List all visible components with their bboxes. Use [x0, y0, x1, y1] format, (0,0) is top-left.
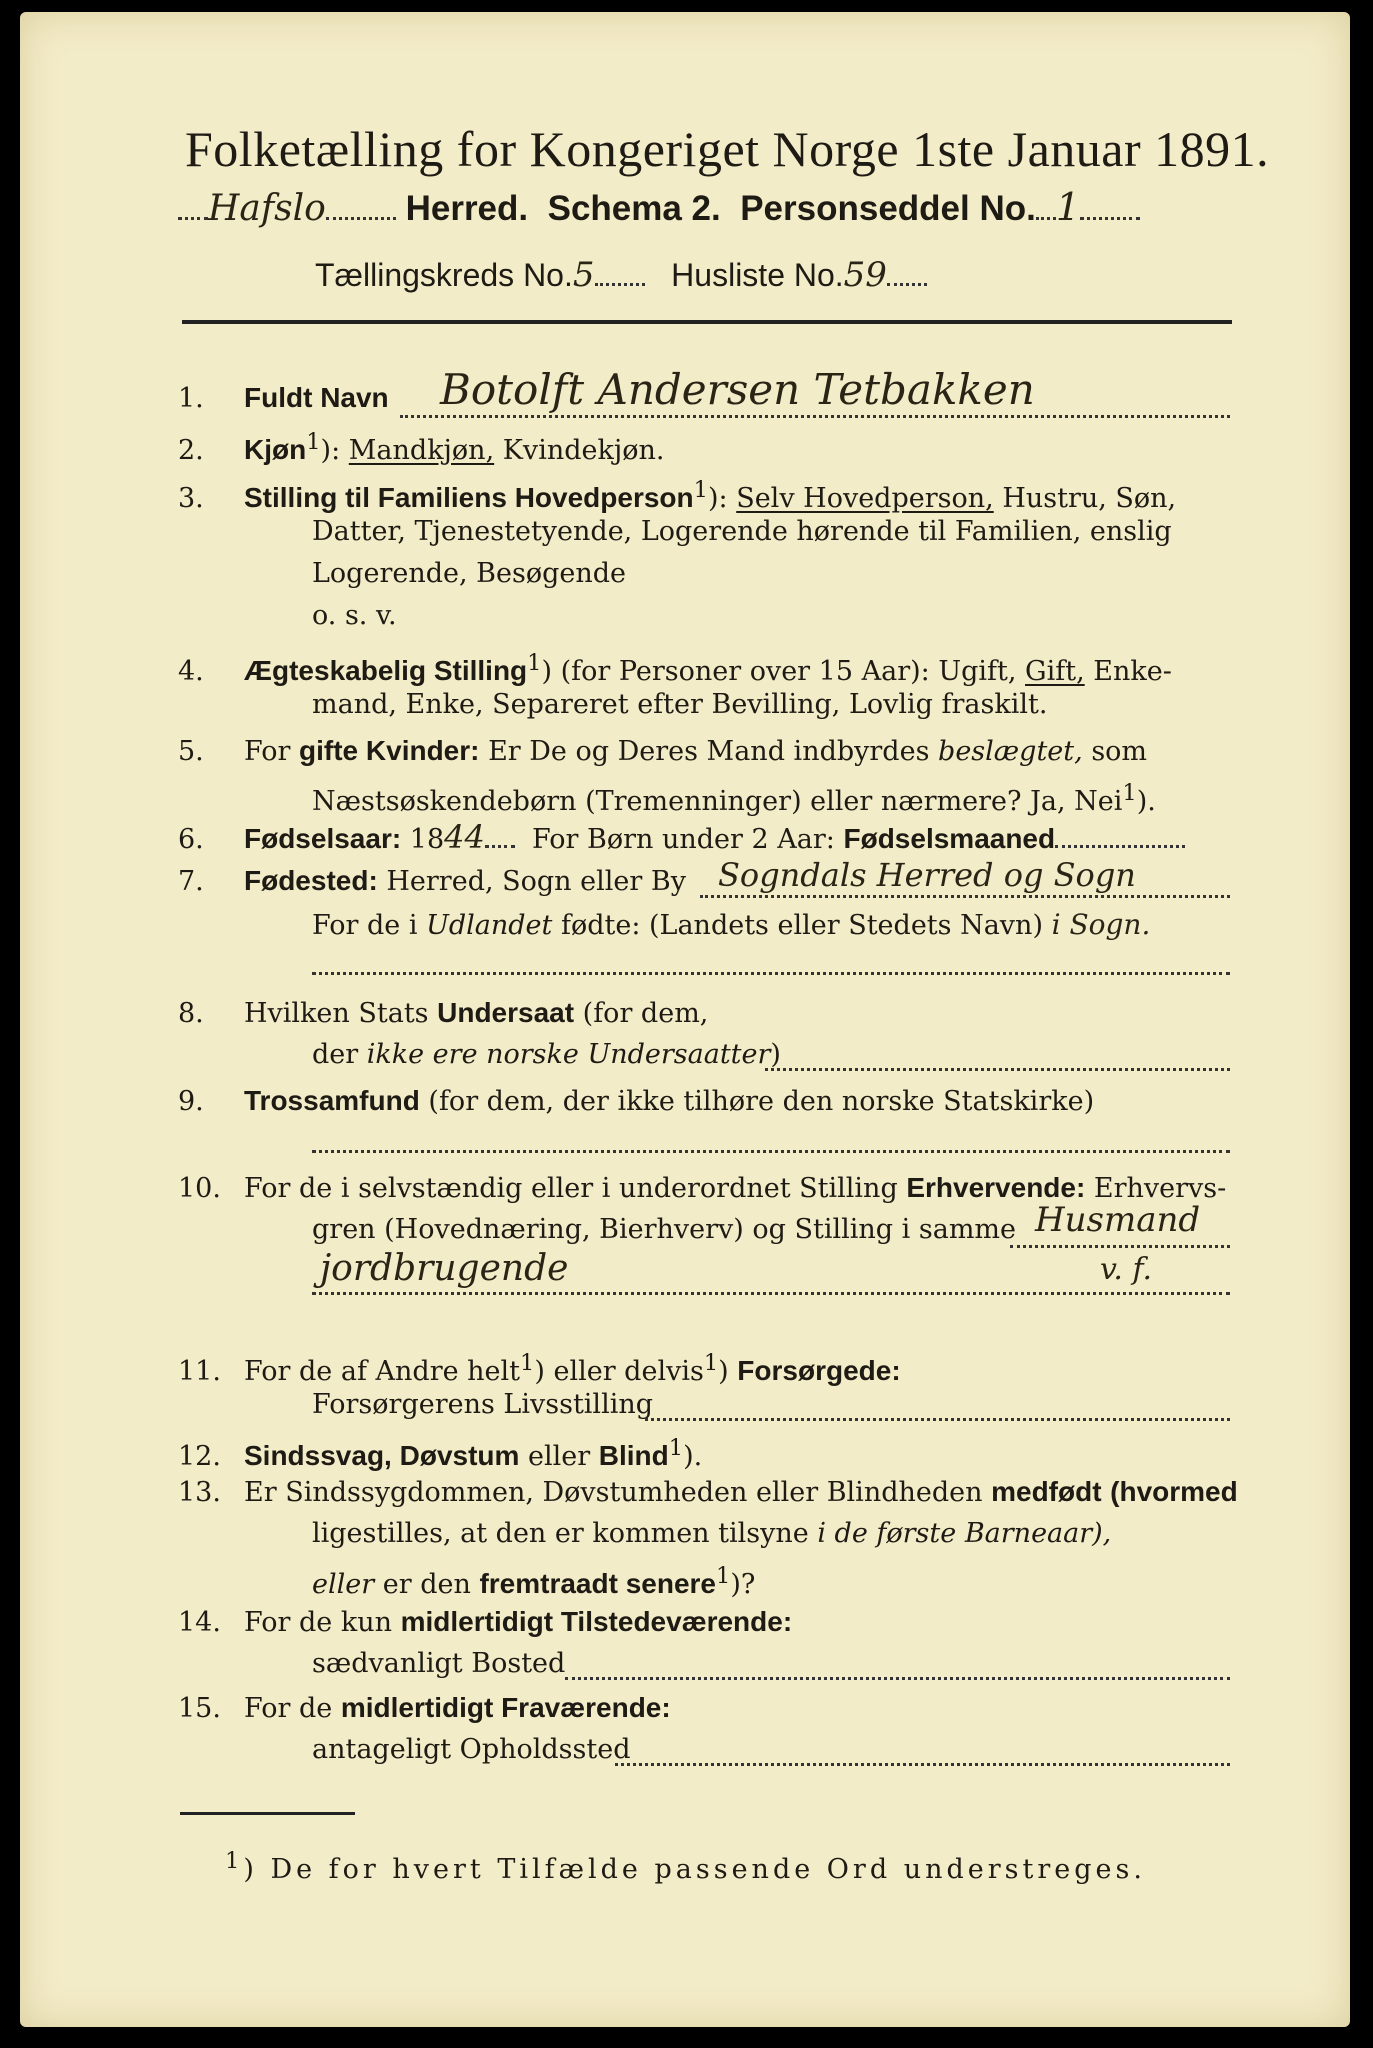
field-2-num: 2.	[178, 435, 204, 466]
field-9-label: Trossamfund	[244, 1085, 420, 1116]
field-7-rest: Herred, Sogn eller By	[386, 866, 686, 897]
field-10-pre: For de i selvstændig eller i underordnet Stilling	[244, 1173, 898, 1204]
field-8-line2-italic: ikke ere norske Undersaatter	[366, 1039, 771, 1070]
field-15-line2: antageligt Opholdssted	[312, 1734, 631, 1765]
field-1-label: Fuldt Navn	[244, 382, 389, 413]
field-11-num: 11.	[178, 1356, 221, 1387]
field-15-num: 15.	[178, 1693, 221, 1724]
field-13	[178, 1472, 1238, 1513]
field-3-line4: o. s. v.	[312, 600, 397, 631]
field-12-sup: 1	[668, 1435, 684, 1461]
field-10-fill-line1	[1010, 1245, 1230, 1248]
field-5-line2	[312, 773, 1156, 822]
field-14-fill-line	[565, 1677, 1230, 1680]
personseddel-value: 1	[1055, 185, 1081, 229]
field-14-num: 14.	[178, 1607, 221, 1638]
field-4-label: Ægteskabelig Stilling	[244, 655, 528, 686]
kreds-value: 5	[572, 255, 595, 295]
field-5-line2-text: Næstsøskendebørn (Tremenninger) eller nærmere? Ja, Nei	[312, 786, 1123, 817]
field-6-num: 6.	[178, 824, 204, 855]
field-15	[178, 1688, 671, 1729]
field-13-line3-italic: eller	[312, 1569, 375, 1600]
field-13-line3	[312, 1556, 755, 1605]
field-5-italic: beslægtet,	[938, 736, 1083, 767]
husliste-label: Husliste No.	[671, 257, 844, 293]
kreds-label: Tællingskreds No.	[315, 257, 573, 293]
field-6-label: Fødselsaar:	[244, 823, 402, 854]
field-3-rest: Hustru, Søn,	[1002, 483, 1177, 514]
field-3-line3: Logerende, Besøgende	[312, 558, 626, 589]
field-7-line2-pre: For de i	[312, 910, 418, 941]
field-14-pre: For de kun	[244, 1607, 392, 1638]
field-13-line3-bold: fremtraadt senere	[479, 1568, 717, 1599]
field-10-label: Erhvervende:	[906, 1172, 1086, 1203]
field-3-line2: Datter, Tjenestetyende, Logerende hørende til Familien, enslig	[312, 516, 1172, 547]
field-5-num: 5.	[178, 736, 204, 767]
field-15-label: midlertidigt Fraværende:	[340, 1692, 671, 1723]
field-10-rest: Erhvervs-	[1093, 1173, 1227, 1204]
field-7-line2-rest: fødte: (Landets eller Stedets Navn)	[560, 910, 1043, 941]
field-4-num: 4.	[178, 656, 204, 687]
field-7-label: Fødested:	[244, 865, 378, 896]
field-12-mid: eller	[528, 1441, 591, 1472]
husliste-value: 59	[843, 255, 887, 295]
field-2	[178, 422, 664, 471]
field-2-option-male: Mandkjøn,	[348, 435, 495, 466]
field-13-line2-pre: ligestilles, at den er kommen tilsyne	[312, 1518, 809, 1549]
field-5-label: gifte Kvinder:	[299, 735, 480, 766]
field-10-value1: Husmand	[1035, 1200, 1201, 1240]
field-12-end: ).	[683, 1441, 703, 1472]
field-9-rest: (for dem, der ikke tilhøre den norske Statskirke)	[428, 1086, 1095, 1117]
footnote	[225, 1848, 1146, 1885]
field-2-label: Kjøn	[244, 434, 307, 465]
field-13-line3-mid: er den	[382, 1569, 471, 1600]
field-15-pre: For de	[244, 1693, 333, 1724]
field-14-label: midlertidigt Tilstedeværende:	[400, 1606, 793, 1637]
field-5-end: ).	[1136, 786, 1156, 817]
field-7-line2-value: i Sogn.	[1051, 908, 1151, 941]
field-8-num: 8.	[178, 998, 204, 1029]
field-12-num: 12.	[178, 1441, 221, 1472]
field-11-label: Forsørgede:	[737, 1355, 901, 1386]
field-13-line2	[312, 1514, 1111, 1554]
field-5-rest1: Er De og Deres Mand indbyrdes	[488, 736, 930, 767]
field-4-rest: ) (for Personer over 15 Aar): Ugift,	[541, 656, 1017, 687]
field-11-sup: 1	[520, 1350, 535, 1376]
field-14	[178, 1602, 792, 1643]
field-9-fill-line	[312, 1150, 1230, 1153]
field-11-pre: For de af Andre helt	[244, 1356, 521, 1387]
field-5-sup: 1	[1122, 780, 1137, 806]
field-11-mid: ) eller delvis	[534, 1356, 704, 1387]
field-13-rest: (hvormed	[1110, 1476, 1238, 1507]
field-13-num: 13.	[178, 1477, 221, 1508]
field-3-num: 3.	[178, 483, 204, 514]
field-3-sup: 1	[693, 477, 708, 503]
field-10-value2: jordbrugende	[320, 1248, 569, 1289]
field-4-rest2: Enke-	[1093, 656, 1172, 687]
form-header-line	[178, 185, 1140, 229]
field-5-rest2: som	[1091, 736, 1148, 767]
field-11-fill-line	[645, 1418, 1230, 1421]
field-8-line2-pre: der	[312, 1039, 359, 1070]
field-7-line2-italic: Udlandet	[426, 910, 553, 941]
field-6-value: 44	[444, 818, 485, 856]
field-13-line2-italic: i de første Barneaar),	[817, 1518, 1112, 1549]
field-3-sep: ):	[707, 483, 728, 514]
field-11-sup2: 1	[703, 1350, 719, 1376]
field-13-label: medfødt	[991, 1476, 1102, 1507]
field-13-line3-end: )?	[730, 1569, 756, 1600]
field-8	[178, 993, 708, 1034]
field-14-line2: sædvanligt Bosted	[312, 1648, 566, 1679]
field-4-option-gift: Gift,	[1025, 656, 1085, 687]
field-4-sup: 1	[527, 650, 542, 676]
field-9-num: 9.	[178, 1086, 204, 1117]
field-7-num: 7.	[178, 866, 204, 897]
field-8-line2-end: )	[770, 1039, 781, 1070]
field-6	[178, 817, 1185, 860]
personseddel-label: Personseddel No.	[740, 189, 1036, 228]
field-10-fill-line2	[312, 1292, 1230, 1295]
field-12-label2: Blind	[598, 1440, 669, 1471]
field-1-fill-line	[400, 415, 1230, 418]
field-10-value3: v. f.	[1100, 1252, 1153, 1287]
field-5-pre: For	[244, 736, 291, 767]
field-6-mid: For Børn under 2 Aar:	[532, 824, 835, 855]
field-11-mid2: )	[718, 1356, 729, 1387]
field-12-label: Sindssvag, Døvstum	[244, 1440, 520, 1471]
herred-label: Herred.	[405, 189, 529, 228]
field-7-value: Sogndals Herred og Sogn	[718, 856, 1136, 894]
footnote-text: ) De for hvert Tilfælde passende Ord understreges.	[243, 1854, 1146, 1885]
field-8-label: Undersaat	[437, 997, 575, 1028]
field-6-label2: Fødselsmaaned	[843, 823, 1056, 854]
field-3-label: Stilling til Familiens Hovedperson	[244, 482, 694, 513]
field-8-rest: (for dem,	[582, 998, 709, 1029]
field-4-line2: mand, Enke, Separeret efter Bevilling, Lovlig fraskilt.	[312, 689, 1048, 720]
field-3-option-selv: Selv Hovedperson,	[736, 483, 994, 514]
field-7	[178, 861, 686, 902]
field-7-fill-line	[700, 895, 1230, 898]
field-12	[178, 1428, 702, 1477]
field-15-fill-line	[615, 1763, 1230, 1766]
field-8-pre: Hvilken Stats	[244, 998, 429, 1029]
field-1-value: Botolft Andersen Tetbakken	[440, 365, 1035, 414]
field-11-line2: Forsørgerens Livsstilling	[312, 1389, 654, 1420]
field-10-line2: gren (Hovednæring, Bierhverv) og Stilling i samme	[312, 1214, 1017, 1245]
footnote-rule	[180, 1812, 355, 1815]
field-8-line2	[312, 1035, 781, 1075]
herred-value: Hafslo	[208, 188, 326, 229]
form-subheader-line	[315, 255, 927, 295]
field-8-fill-line	[765, 1068, 1230, 1071]
field-13-sup: 1	[716, 1563, 731, 1589]
field-13-pre: Er Sindssygdommen, Døvstumheden eller Blindheden	[244, 1477, 983, 1508]
field-2-option-female: Kvindekjøn.	[502, 435, 665, 466]
field-1-num: 1.	[178, 383, 204, 414]
field-7-extra-line	[312, 972, 1230, 975]
form-title: Folketælling for Kongeriget Norge 1ste Januar 1891.	[185, 121, 1270, 177]
field-9	[178, 1081, 1094, 1122]
field-10-num: 10.	[178, 1173, 221, 1204]
field-2-sup: 1	[306, 429, 321, 455]
field-5	[178, 731, 1147, 772]
header-rule	[182, 320, 1232, 324]
field-6-prefix: 18	[409, 824, 445, 855]
schema-label: Schema 2.	[547, 189, 721, 228]
footnote-sup: 1	[225, 1848, 244, 1874]
field-7-line2	[312, 905, 1150, 946]
field-1	[178, 378, 389, 419]
field-2-sep: ):	[320, 435, 341, 466]
